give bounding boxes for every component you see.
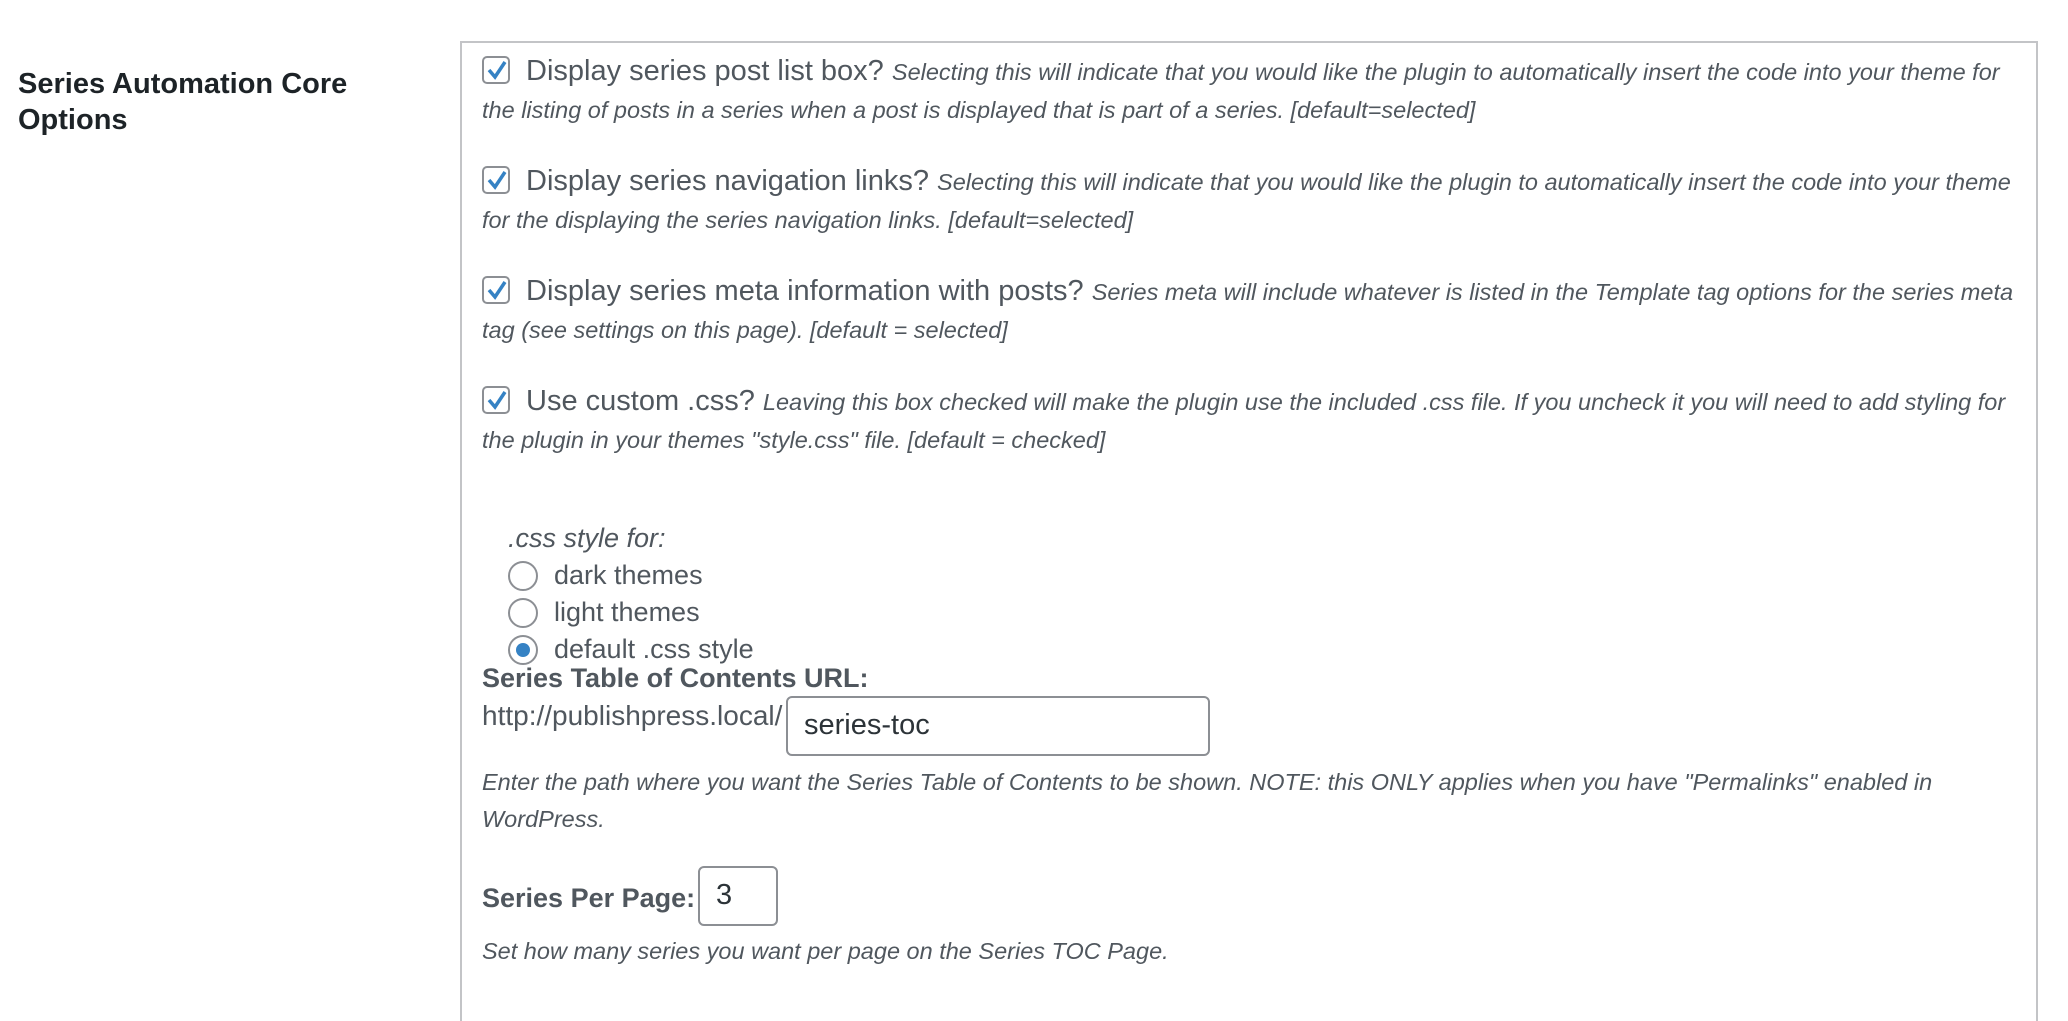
radio-label: dark themes [554, 560, 703, 590]
checkmark-icon [486, 169, 508, 191]
option-label: Display series post list box? [526, 55, 884, 87]
option-description: Leaving this box checked will make the plugin use the included .css file. If you uncheck it you will need to add styling for the plugin in your themes "style.css" file. [default = checked] [482, 389, 2006, 453]
toc-url-label: Series Table of Contents URL: [482, 663, 869, 693]
checkmark-icon [486, 389, 508, 411]
css-style-label: .css style for: [508, 523, 666, 553]
option-post-list-box [482, 53, 2022, 129]
series-per-page-input[interactable]: 3 [698, 866, 778, 926]
option-label: Display series meta information with posts? [526, 275, 1084, 307]
radio-label: default .css style [554, 634, 754, 664]
checkmark-icon [486, 59, 508, 81]
toc-url-prefix: http://publishpress.local/ [482, 700, 783, 731]
series-per-page-label: Series Per Page: [482, 883, 696, 913]
section-heading: Series Automation Core Options [18, 68, 348, 136]
toc-url-help: Enter the path where you want the Series Table of Contents to be shown. NOTE: this ONLY applies when you have "Permalinks" enabled in WordPress. [482, 769, 1933, 832]
option-custom-css [482, 383, 2022, 459]
navigation-links-checkbox[interactable] [482, 166, 510, 194]
option-description: Series meta will include whatever is listed in the Template tag options for the series meta tag (see settings on this page). [default = selected] [482, 279, 2014, 343]
radio-button[interactable] [508, 561, 538, 591]
radio-dark-themes[interactable] [508, 558, 703, 592]
option-navigation-links [482, 163, 2022, 239]
radio-button-selected[interactable] [508, 635, 538, 665]
radio-default-css[interactable] [508, 632, 754, 666]
series-per-page-help: Set how many series you want per page on the Series TOC Page. [482, 938, 1169, 964]
toc-url-input[interactable]: series-toc [786, 696, 1210, 756]
radio-button[interactable] [508, 598, 538, 628]
option-description: Selecting this will indicate that you would like the plugin to automatically insert the code into your theme for the displaying the series navigation links. [default=selected] [482, 169, 2011, 233]
option-label: Display series navigation links? [526, 165, 929, 197]
option-label: Use custom .css? [526, 385, 755, 417]
meta-information-checkbox[interactable] [482, 276, 510, 304]
radio-light-themes[interactable] [508, 595, 700, 629]
option-description: Selecting this will indicate that you would like the plugin to automatically insert the code into your theme for the listing of posts in a series when a post is displayed that is part of a series. [default=selected] [482, 59, 2000, 123]
checkmark-icon [486, 279, 508, 301]
radio-label: light themes [554, 597, 700, 627]
custom-css-checkbox[interactable] [482, 386, 510, 414]
option-meta-information [482, 273, 2022, 349]
core-options-panel [460, 41, 2038, 1021]
post-list-box-checkbox[interactable] [482, 56, 510, 84]
